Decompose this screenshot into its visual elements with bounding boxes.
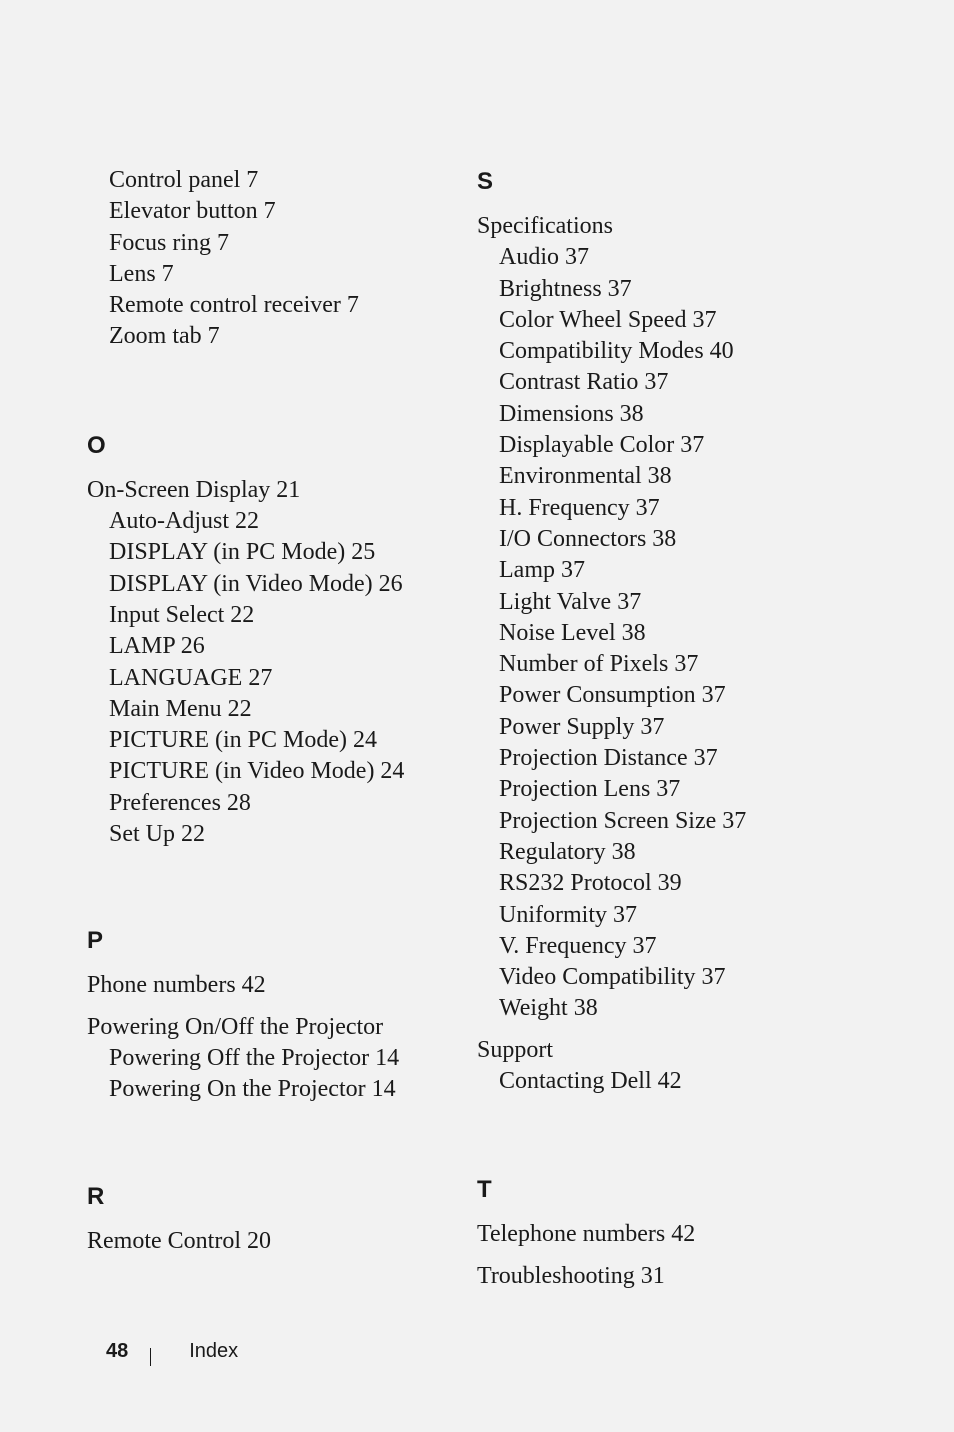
index-subentry: PICTURE (in PC Mode) 24 <box>109 727 378 754</box>
index-subentry: H. Frequency 37 <box>499 494 660 521</box>
index-subentry: Power Supply 37 <box>499 713 665 740</box>
index-subentry: Audio 37 <box>499 244 589 271</box>
index-subentry: Number of Pixels 37 <box>499 651 699 678</box>
index-entry: Powering On/Off the Projector <box>87 1013 384 1040</box>
index-subentry: Projection Distance 37 <box>499 745 718 772</box>
index-entry: Telephone numbers 42 <box>477 1221 696 1248</box>
index-subentry: Control panel 7 <box>109 167 259 193</box>
index-subentry: Color Wheel Speed 37 <box>499 306 717 333</box>
index-letter-heading-p: P <box>87 927 104 955</box>
page-number: 48 <box>106 1340 129 1362</box>
index-letter-heading-r: R <box>87 1182 105 1210</box>
index-subentry: Dimensions 38 <box>499 400 644 427</box>
index-subentry: Elevator button 7 <box>109 198 276 225</box>
index-subentry: Contrast Ratio 37 <box>499 369 669 396</box>
index-subentry: Lamp 37 <box>499 557 585 584</box>
index-subentry: Regulatory 38 <box>499 838 636 865</box>
index-subentry: Projection Lens 37 <box>499 776 681 803</box>
index-subentry: LANGUAGE 27 <box>109 664 273 691</box>
index-column-left <box>87 165 447 1257</box>
index-subentry: Main Menu 22 <box>109 695 252 722</box>
index-subentry: RS232 Protocol 39 <box>499 870 682 897</box>
index-letter-heading-t: T <box>477 1176 492 1204</box>
index-letter-heading-s: S <box>477 168 494 195</box>
page-footer <box>106 1338 238 1364</box>
index-subentry: Power Consumption 37 <box>499 682 726 709</box>
index-subentry: Auto-Adjust 22 <box>109 508 259 535</box>
index-group-continued <box>87 165 447 353</box>
footer-divider <box>150 1348 151 1366</box>
index-subentry: Uniformity 37 <box>499 901 637 928</box>
index-column-right <box>477 165 917 1292</box>
index-entry: On-Screen Display 21 <box>87 476 301 503</box>
index-subentry: DISPLAY (in Video Mode) 26 <box>109 570 403 597</box>
index-subentry: V. Frequency 37 <box>499 932 657 959</box>
index-subentry: Remote control receiver 7 <box>109 292 359 319</box>
index-subentry: Displayable Color 37 <box>499 432 705 459</box>
index-subentry: Powering On the Projector 14 <box>109 1076 396 1103</box>
index-subentry: Compatibility Modes 40 <box>499 338 734 365</box>
index-subentry: PICTURE (in Video Mode) 24 <box>109 758 405 785</box>
index-subentry: Contacting Dell 42 <box>499 1068 682 1095</box>
index-subentry: Video Compatibility 37 <box>499 964 726 991</box>
index-entry: Specifications <box>477 213 613 239</box>
index-subentry: Focus ring 7 <box>109 229 229 256</box>
index-subentry: Light Valve 37 <box>499 588 642 615</box>
index-subentry: Preferences 28 <box>109 789 251 816</box>
index-subentry: Input Select 22 <box>109 601 255 628</box>
index-subentry: Weight 38 <box>499 995 598 1022</box>
index-entry: Remote Control 20 <box>87 1227 271 1254</box>
index-subentry: Environmental 38 <box>499 463 672 490</box>
index-subentry: Noise Level 38 <box>499 619 646 646</box>
index-subentry: Brightness 37 <box>499 275 632 302</box>
index-subentry: I/O Connectors 38 <box>499 525 677 552</box>
index-subentry: Zoom tab 7 <box>109 323 220 350</box>
index-entry: Support <box>477 1036 554 1063</box>
index-subentry: Projection Screen Size 37 <box>499 807 747 834</box>
index-subentry: Set Up 22 <box>109 821 205 848</box>
footer-section-title: Index <box>189 1340 239 1362</box>
index-subentry: Lens 7 <box>109 260 174 287</box>
index-entry: Troubleshooting 31 <box>477 1262 665 1289</box>
index-subentry: Powering Off the Projector 14 <box>109 1044 400 1071</box>
index-entry: Phone numbers 42 <box>87 972 266 999</box>
index-letter-heading-o: O <box>87 431 106 459</box>
index-subentry: LAMP 26 <box>109 633 205 660</box>
index-subentry: DISPLAY (in PC Mode) 25 <box>109 539 376 566</box>
